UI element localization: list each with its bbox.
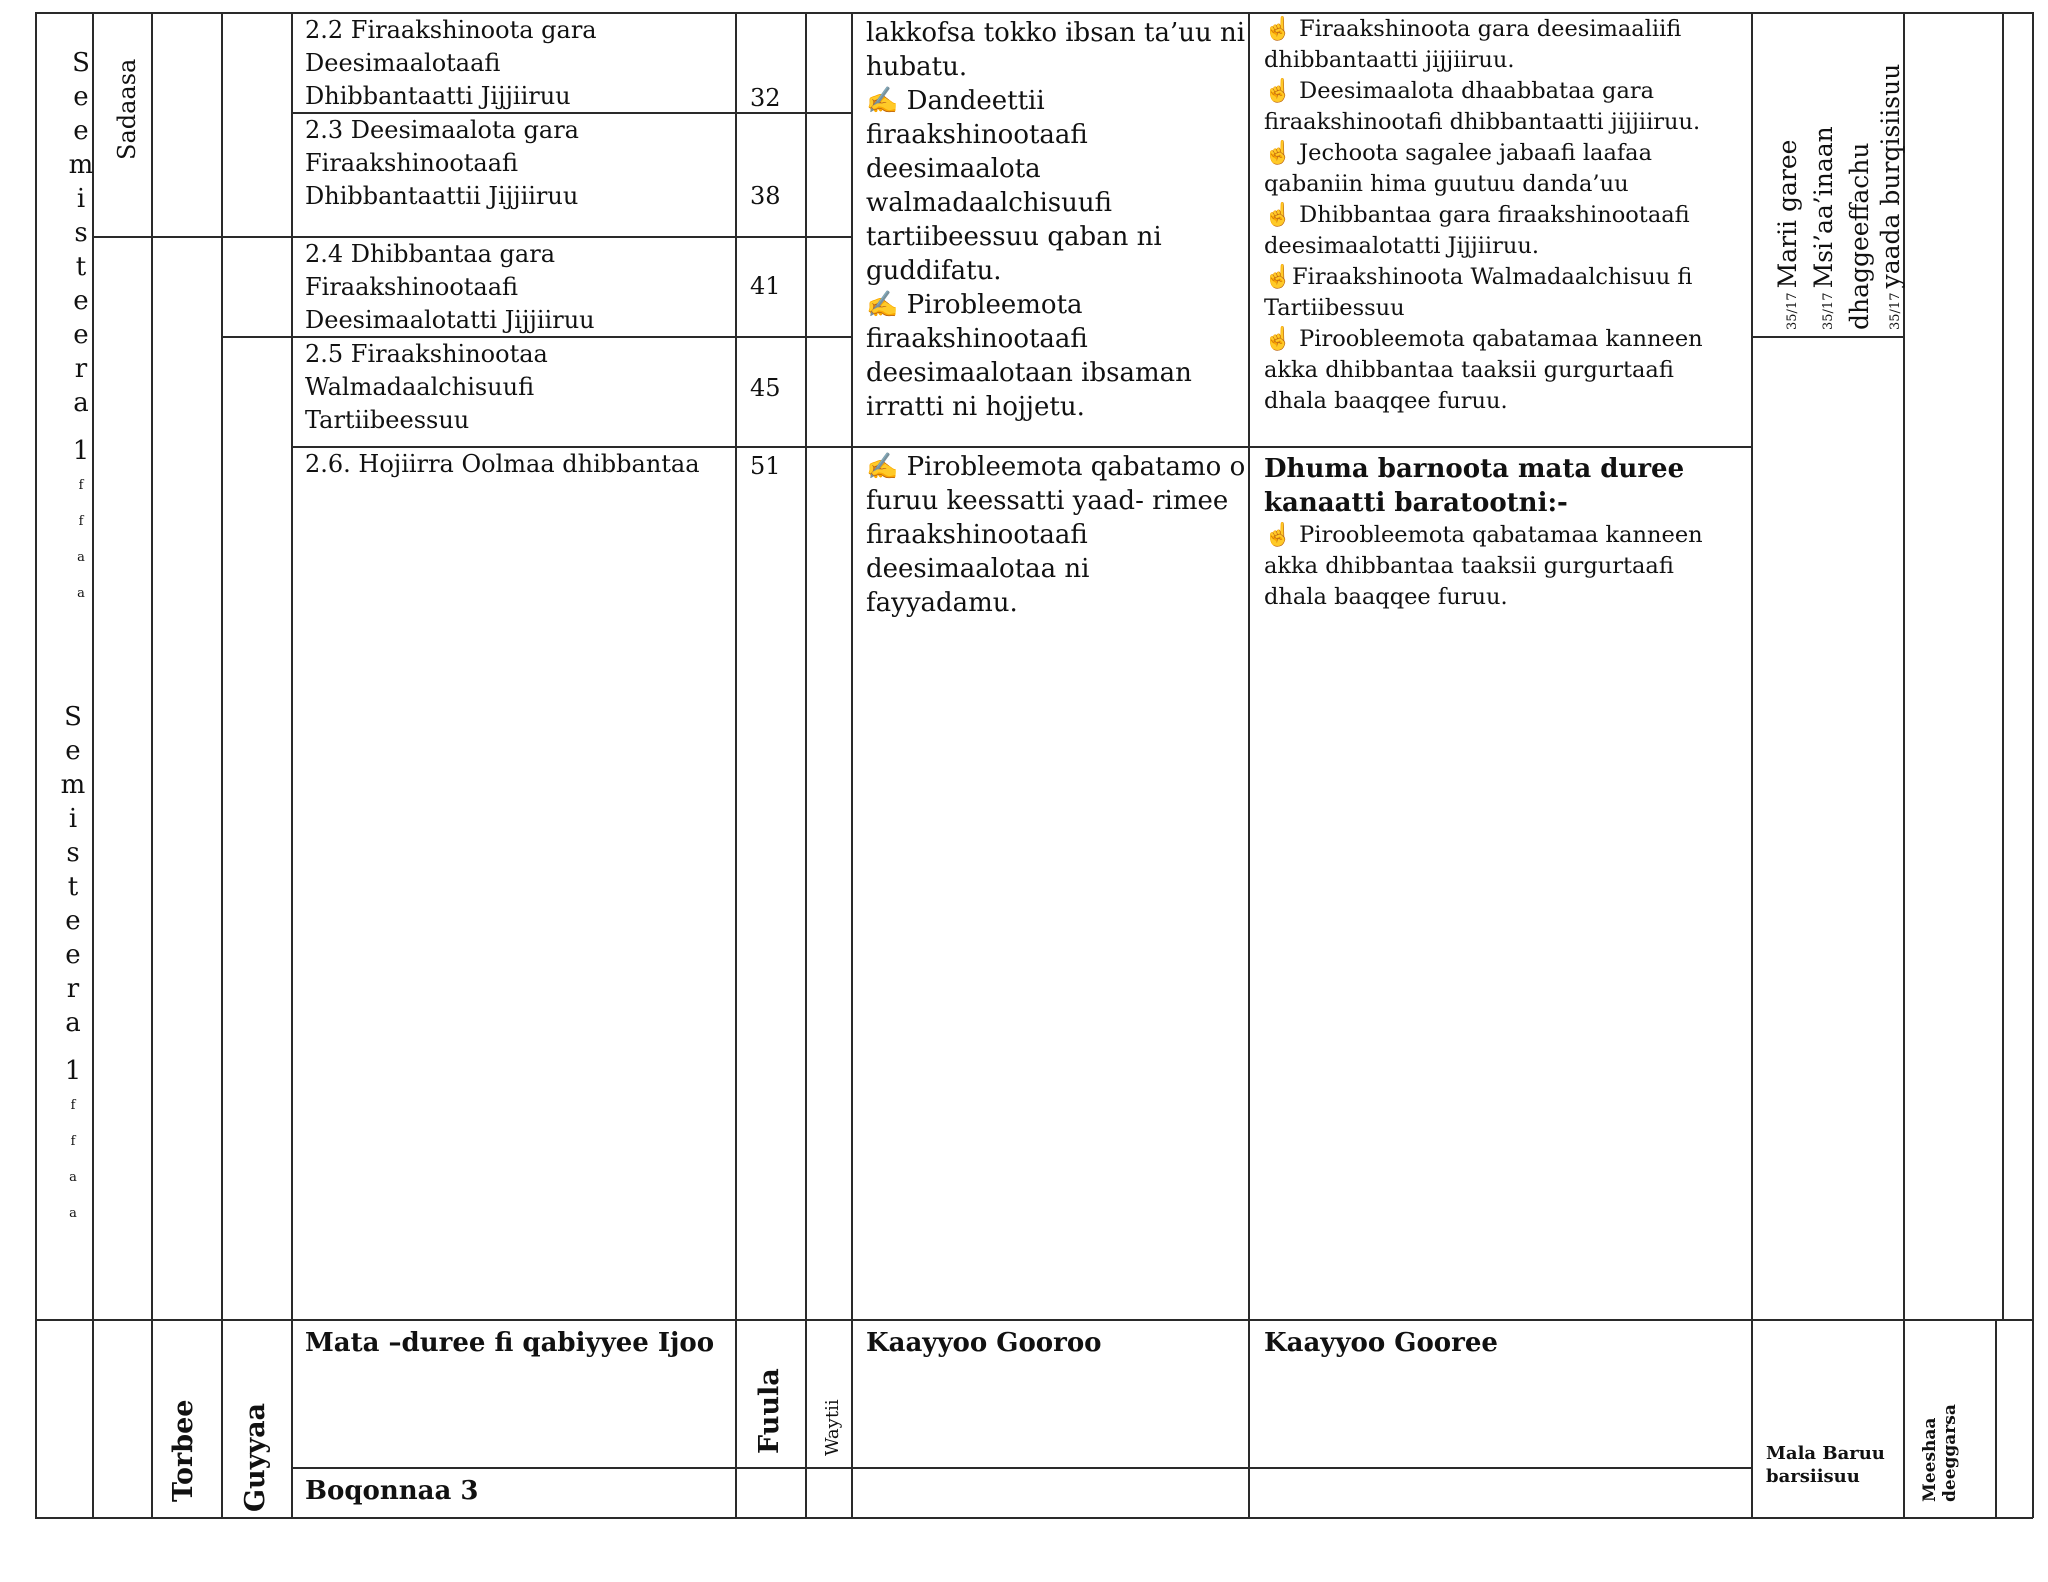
semester-letter: r: [74, 354, 88, 384]
semester-suffix-letter: f: [70, 1098, 76, 1113]
col-border-3: [221, 12, 223, 1518]
assessment-line: [1875, 64, 1911, 330]
objective-line: firaakshinootaafi: [866, 520, 1088, 550]
semester-letter: S: [72, 48, 90, 78]
assessment-fraction: 35/17: [1821, 288, 1836, 330]
assessment-text: Msi’aa’inaan: [1809, 126, 1838, 289]
semester-letter: m: [60, 770, 86, 800]
assessment-fraction: 35/17: [1785, 288, 1800, 330]
semester-letter: e: [65, 940, 81, 970]
semester-letter: r: [66, 974, 80, 1004]
objective-line: deesimaalota: [866, 154, 1041, 184]
activity-line: ☝ Jechoota sagalee jabaafi laafaa: [1264, 140, 1653, 166]
activities-bottom: [1264, 452, 1754, 613]
semester-letter: t: [67, 872, 79, 902]
table-bottom-border: [35, 1517, 2033, 1519]
topic-line: 2.4 Dhibbantaa gara: [305, 240, 556, 268]
topic-cell: [305, 338, 730, 437]
objective-line: guddifatu.: [866, 256, 1002, 286]
activity-line: ☝Firaakshinoota Walmadaalchisuu fi: [1264, 264, 1693, 290]
activity-line: ☝ Dhibbantaa gara firaakshinootaafi: [1264, 202, 1690, 228]
semester-letter: e: [73, 320, 89, 350]
activities-top: [1264, 14, 1754, 417]
col-border-4: [291, 12, 293, 1518]
topic-line: Walmadaalchisuufi: [305, 373, 535, 401]
activity-heading-line: Dhuma barnoota mata duree: [1264, 454, 1685, 484]
semester-suffix-letter: f: [78, 478, 84, 493]
semester-letter: s: [74, 218, 88, 248]
objective-line: furuu keessatti yaad- rimee: [866, 486, 1229, 516]
assessment-line: [1808, 64, 1844, 330]
assessment-text: [1772, 64, 1911, 330]
footer-topic-header: Mata –duree fi qabiyyee Ijoo: [305, 1328, 715, 1358]
semester-label-1: [66, 46, 96, 612]
footer-mid-border: [292, 1467, 1752, 1469]
topic-line: Dhibbantaatti Jijjiiruu: [305, 82, 571, 110]
page-number: 32: [750, 84, 781, 112]
col-border-12: [2032, 12, 2034, 1518]
activity-line: dhala baaqqee furuu.: [1264, 584, 1508, 610]
semester-letter: e: [65, 736, 81, 766]
semester-letter: a: [65, 1008, 81, 1038]
semester-label-2: [58, 700, 88, 1232]
semester-letter: i: [68, 804, 78, 834]
footer-guyyaa: Guyyaa: [240, 1402, 271, 1512]
footer-boqonnaa: Boqonnaa 3: [305, 1476, 479, 1506]
activity-line: ☝ Firaakshinoota gara deesimaaliifi: [1264, 16, 1682, 42]
topic-line: Firaakshinootaafi: [305, 149, 519, 177]
semester-suffix-letter: f: [78, 514, 84, 529]
topic-cell: [305, 114, 730, 213]
mala-line: barsiisuu: [1766, 1466, 1860, 1487]
footer-yeroo: Waytii: [822, 1399, 843, 1456]
activity-line: dhibbantaatti jijjiiruu.: [1264, 47, 1515, 73]
objective-line: deesimaalotaa ni: [866, 554, 1090, 584]
activity-line: dhala baaqqee furuu.: [1264, 388, 1508, 414]
footer-mala-baruu: [1766, 1442, 1885, 1488]
semester-letter: S: [64, 702, 82, 732]
semester-letter: i: [76, 184, 86, 214]
footer-kaayyoo-gooroo: Kaayyoo Gooroo: [866, 1328, 1102, 1358]
semester-letter: e: [65, 906, 81, 936]
semester-letter: e: [73, 116, 89, 146]
meeshaa-line: Meeshaa: [1920, 1417, 1940, 1502]
page-number: 51: [750, 452, 781, 480]
activity-line: deesimaalotatti Jijjiiruu.: [1264, 233, 1540, 259]
semester-suffix-letter: a: [69, 1206, 77, 1221]
page-number: 41: [750, 272, 781, 300]
assessment-fraction: 35/17: [1888, 288, 1903, 330]
semester-number: 1: [64, 1056, 82, 1086]
objective-line: lakkofsa tokko ibsan ta’uu ni: [866, 18, 1246, 48]
topic-line: 2.3 Deesimaalota gara: [305, 116, 579, 144]
objective-line: hubatu.: [866, 52, 968, 82]
semester-letter: a: [73, 388, 89, 418]
topic-line: Deesimaalotatti Jijjiiruu: [305, 306, 595, 334]
semester-number: 1: [72, 436, 90, 466]
semester-suffix-letter: a: [77, 586, 85, 601]
topic-cell: [305, 238, 730, 337]
topic-line: Firaakshinootaafi: [305, 273, 519, 301]
semester-suffix-letter: f: [70, 1134, 76, 1149]
page-number: 38: [750, 182, 781, 210]
page-number: 45: [750, 374, 781, 402]
activity-line: ☝ Deesimaalota dhaabbataa gara: [1264, 78, 1655, 104]
activity-line: akka dhibbantaa taaksii gurgurtaafi: [1264, 357, 1674, 383]
semester-letter: t: [75, 252, 87, 282]
objective-line: ✍ Pirobleemota qabatamo o: [866, 452, 1246, 482]
semester-suffix-letter: a: [69, 1170, 77, 1185]
topic-line: 2.6. Hojiirra Oolmaa dhibbantaa: [305, 450, 700, 478]
objective-line: ✍ Pirobleemota: [866, 290, 1083, 320]
col-border-0: [35, 12, 37, 1518]
assessment-text: yaada burqisiisuu: [1876, 63, 1905, 289]
objective-line: firaakshinootaafi: [866, 120, 1088, 150]
activity-line: ☝ Piroobleemota qabatamaa kanneen: [1264, 326, 1703, 352]
footer-torbee: Torbee: [168, 1399, 199, 1502]
col-border-11b: [1995, 1319, 1997, 1518]
activity-line: ☝ Piroobleemota qabatamaa kanneen: [1264, 522, 1703, 548]
footer-fuula: Fuula: [754, 1368, 785, 1454]
objective-line: deesimaalotaan ibsaman: [866, 358, 1192, 388]
topic-line: 2.5 Firaakshinootaa: [305, 340, 548, 368]
topic-cell: [305, 448, 730, 481]
col-border-7: [851, 12, 853, 1518]
col-border-6: [805, 12, 807, 1518]
topic-line: Dhibbantaattii Jijjiiruu: [305, 182, 579, 210]
objectives-top: [866, 16, 1256, 424]
activity-line: Tartiibessuu: [1264, 295, 1405, 321]
assessment-line: [1844, 64, 1875, 330]
assess-line: [1751, 336, 1903, 338]
month-label: Sadaasa: [113, 58, 141, 160]
activity-heading-line: kanaatti baratootni:-: [1264, 488, 1568, 518]
activity-line: qabaniin hima guutuu danda’uu: [1264, 171, 1629, 197]
semester-letter: e: [73, 286, 89, 316]
footer-meeshaa: [1920, 1404, 1960, 1502]
assessment-line: [1772, 64, 1808, 330]
semester-letter: m: [68, 150, 94, 180]
col-border-2: [151, 12, 153, 1518]
semester-letter: e: [73, 82, 89, 112]
col-border-5: [735, 12, 737, 1518]
assessment-text: Marii garee: [1773, 139, 1802, 289]
mala-line: Mala Baruu: [1766, 1443, 1885, 1464]
objective-line: firaakshinootaafi: [866, 324, 1088, 354]
objective-line: irratti ni hojjetu.: [866, 392, 1085, 422]
activity-line: akka dhibbantaa taaksii gurgurtaafi: [1264, 553, 1674, 579]
topic-line: Tartiibeessuu: [305, 406, 470, 434]
semester-suffix-letter: a: [77, 550, 85, 565]
activity-line: firaakshinootafi dhibbantaatti jijjiiruu.: [1264, 109, 1701, 135]
topic-line: 2.2 Firaakshinoota gara: [305, 16, 597, 44]
objective-line: tartiibeessuu qaban ni: [866, 222, 1162, 252]
objective-line: walmadaalchisuufi: [866, 188, 1112, 218]
activities-bottom-heading: [1264, 452, 1754, 520]
objective-line: fayyadamu.: [866, 588, 1018, 618]
footer-top-border: [35, 1319, 2033, 1321]
objectives-bottom: [866, 450, 1256, 620]
topic-line: Deesimaalotaafi: [305, 49, 501, 77]
semester-letter: s: [66, 838, 80, 868]
topic-cell: [305, 14, 730, 113]
assessment-text: dhaggeeffachu: [1845, 142, 1874, 330]
meeshaa-line: deeggarsa: [1940, 1404, 1960, 1502]
objective-line: ✍ Dandeettii: [866, 86, 1045, 116]
footer-kaayyoo-gooree: Kaayyoo Gooree: [1264, 1328, 1498, 1358]
col-border-11a: [2002, 12, 2004, 1319]
